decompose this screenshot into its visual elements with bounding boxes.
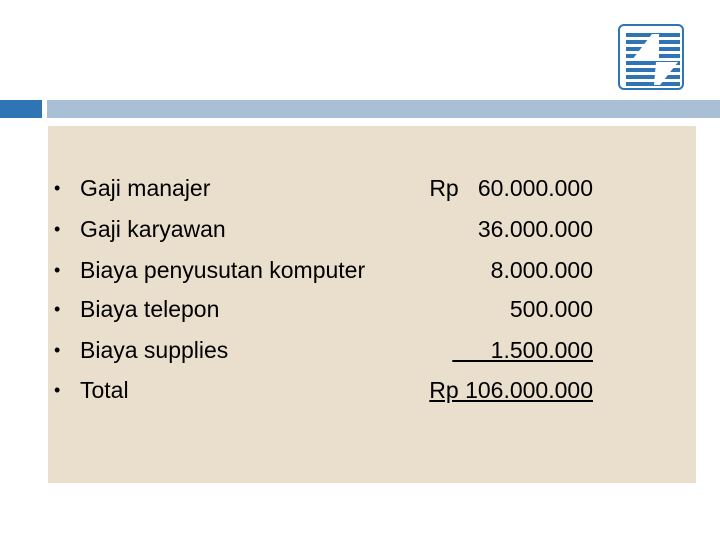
- bullet-icon: •: [54, 260, 61, 280]
- bullet-icon: •: [54, 340, 61, 360]
- bullet-icon: •: [54, 299, 61, 319]
- list-item: [48, 289, 696, 329]
- header-divider-bar: [47, 100, 720, 118]
- list-item-total: [48, 370, 696, 410]
- item-amount: 500.000: [509, 296, 593, 322]
- item-label: Biaya telepon: [80, 296, 220, 322]
- company-logo: [618, 24, 684, 90]
- item-amount: 36.000.000: [477, 216, 593, 242]
- list-item: [48, 168, 696, 208]
- item-amount: Rp 60.000.000: [429, 175, 593, 201]
- item-label: Gaji karyawan: [80, 216, 226, 242]
- bullet-icon: •: [54, 219, 61, 239]
- item-label: Biaya supplies: [80, 337, 229, 363]
- company-logo-icon: [624, 30, 682, 88]
- item-label: Biaya penyusutan komputer: [80, 257, 366, 283]
- bullet-icon: •: [54, 380, 61, 400]
- list-item: [48, 209, 696, 249]
- content-panel: [48, 126, 696, 483]
- item-amount: 1.500.000: [452, 337, 593, 363]
- total-amount: Rp 106.000.000: [429, 377, 593, 403]
- list-item: [48, 250, 696, 290]
- item-label: Gaji manajer: [80, 175, 211, 201]
- total-label: Total: [80, 377, 129, 403]
- list-item: [48, 330, 696, 370]
- bullet-icon: •: [54, 178, 61, 198]
- header-accent-bar: [0, 100, 42, 118]
- item-amount: 8.000.000: [490, 257, 593, 283]
